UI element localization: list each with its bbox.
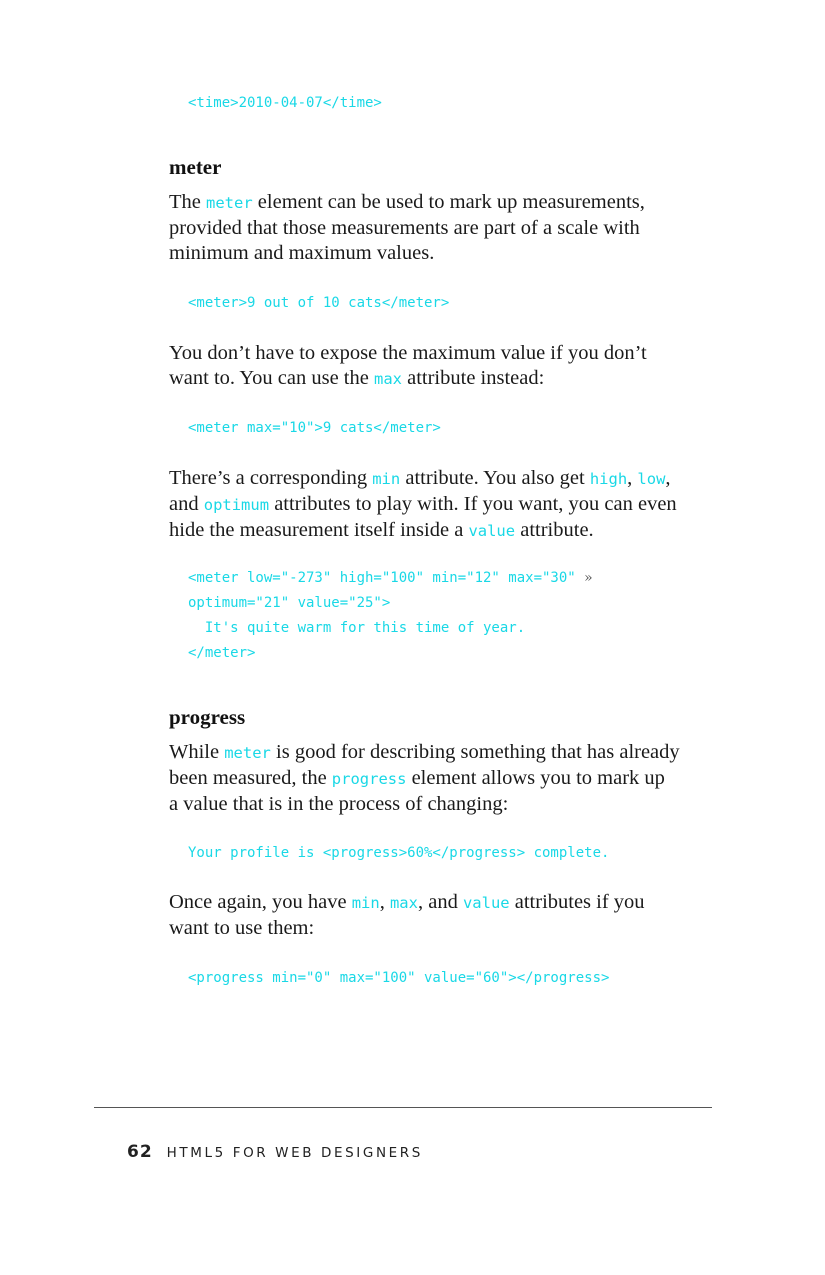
inline-code: value: [462, 894, 510, 912]
inline-code: max: [373, 370, 402, 388]
inline-code: max: [389, 894, 418, 912]
code-sample-meter-full: [188, 566, 593, 666]
section-heading-meter: meter: [169, 155, 222, 179]
code-line: optimum="21" value="25">: [188, 595, 391, 611]
page-footer: [127, 1142, 423, 1162]
progress-paragraph-2: Once again, you have min, max, and value attributes if you want to use them:: [169, 891, 645, 939]
code-line: </meter>: [188, 645, 256, 661]
meter-paragraph-2: You don’t have to expose the maximum value if you don’t want to. You can use the max attribute instead:: [169, 342, 647, 389]
inline-code: low: [637, 470, 666, 488]
section-heading-progress: progress: [169, 705, 246, 729]
inline-code: value: [468, 522, 516, 540]
code-line: It's quite warm for this time of year.: [188, 620, 526, 636]
meter-paragraph-3: There’s a corresponding min attribute. You also get high, low, and optimum attributes to play with. If you want, you can even hide the measurement itself inside a value attribute.: [169, 467, 677, 541]
code-line: <meter low="-273" high="100" min="12" max="30": [188, 570, 585, 586]
code-sample-time: [188, 91, 382, 116]
code-line: <time>2010-04-07</time>: [188, 95, 382, 111]
code-sample-meter-max: [188, 416, 441, 441]
meter-paragraph-1: The meter element can be used to mark up measurements, provided that those measurements are part of a scale with minimum and maximum values.: [169, 191, 645, 264]
code-sample-progress-inline: [188, 841, 609, 866]
code-sample-progress-attributes: [188, 966, 609, 991]
line-continuation-marker: »: [584, 570, 593, 586]
code-line: <meter max="10">9 cats</meter>: [188, 420, 441, 436]
inline-code: meter: [206, 194, 253, 212]
footer-divider: [94, 1107, 712, 1108]
inline-code: min: [372, 470, 401, 488]
code-line: <meter>9 out of 10 cats</meter>: [188, 295, 450, 311]
inline-code: high: [589, 470, 628, 488]
progress-paragraph-1: While meter is good for describing something that has already been measured, the progress element allows you to mark up a value that is in the process of changing:: [169, 741, 680, 815]
running-title: HTML5 FOR WEB DESIGNERS: [166, 1145, 423, 1161]
inline-code: min: [351, 894, 380, 912]
page-number: 62: [127, 1142, 153, 1162]
inline-code: meter: [224, 744, 271, 762]
code-line: <progress min="0" max="100" value="60"></progress>: [188, 970, 610, 986]
code-line: Your profile is <progress>60%</progress> complete.: [188, 845, 610, 861]
inline-code: optimum: [203, 496, 270, 514]
code-sample-meter-basic: [188, 291, 449, 316]
inline-code: progress: [331, 770, 407, 788]
